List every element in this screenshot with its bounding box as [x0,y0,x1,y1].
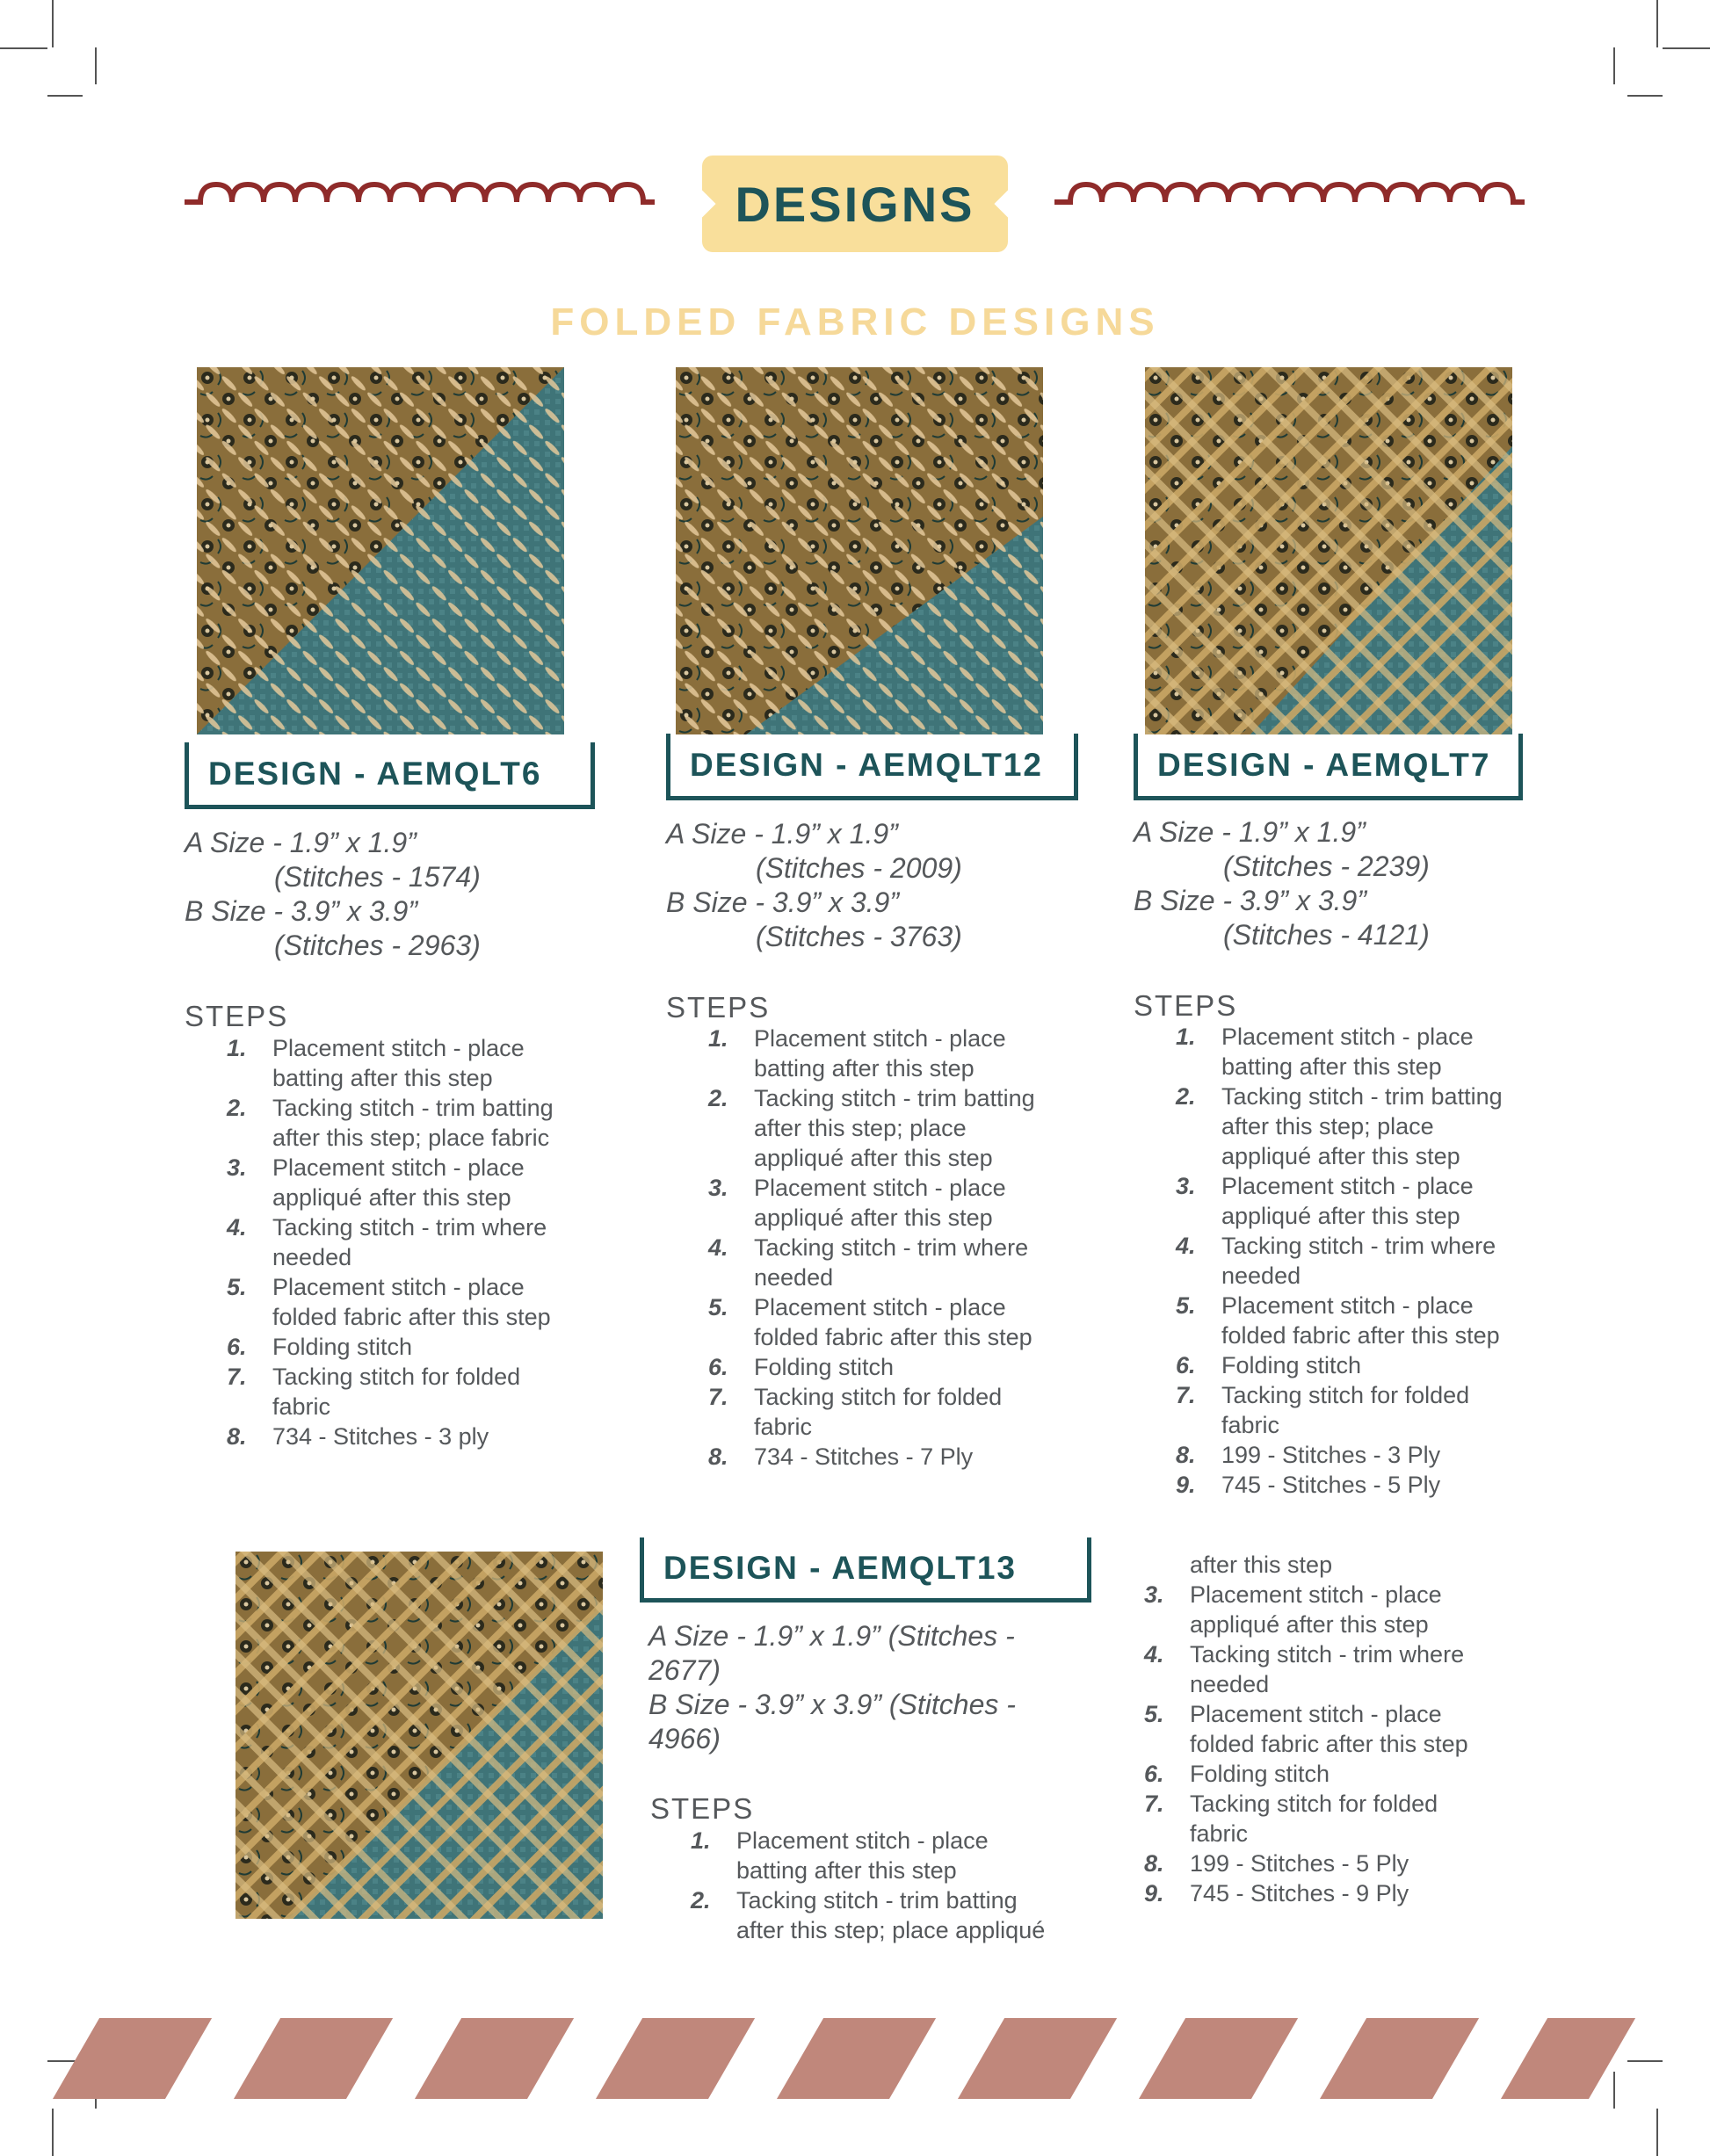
size-info [185,826,481,963]
step-item [1176,1470,1503,1500]
step-number: 6. [708,1354,728,1380]
step-item [1176,1022,1503,1082]
step-text: folded fabric after this step [754,1324,1033,1350]
step-text: appliqué after this step [272,1184,511,1211]
footer-stripe [958,2018,1117,2099]
b-size: B Size - 3.9” x 3.9” (Stitches - [648,1689,1016,1720]
step-text: 734 - Stitches - 3 ply [272,1423,489,1450]
step-number: 7. [227,1364,247,1390]
footer-stripe [234,2018,393,2099]
step-text: Placement stitch - place [1221,1173,1474,1199]
step-number: 1. [691,1827,711,1854]
step-item [1176,1291,1503,1350]
step-number: 6. [227,1334,247,1360]
step-number: 6. [1176,1352,1196,1378]
a-size: A Size - 1.9” x 1.9” (Stitches - [648,1620,1015,1652]
steps-heading: STEPS [1134,989,1238,1022]
a-size: A Size - 1.9” x 1.9” [666,818,898,850]
step-item [1144,1639,1468,1699]
step-number: 4. [708,1234,728,1261]
step-text: needed [1221,1262,1301,1289]
banner-notch [688,190,715,217]
step-text: Placement stitch - place [272,1274,525,1300]
steps-list-continued [1144,1580,1468,1908]
step-item [1144,1759,1468,1789]
b-stitches: 4966) [648,1723,721,1754]
step-item [227,1362,554,1422]
continued-text: after this step [1190,1552,1333,1578]
design-label-text: DESIGN - AEMQLT7 [1157,746,1491,783]
step-item [1176,1082,1503,1171]
step-text: after this step; place [1221,1113,1434,1139]
step-item [1176,1171,1503,1231]
step-number: 8. [227,1423,247,1450]
crop-mark [95,47,97,84]
step-item [691,1885,1045,1945]
crop-mark [1613,2072,1615,2109]
step-text: appliqué after this step [1221,1143,1460,1169]
step-number: 5. [708,1294,728,1320]
step-text: batting after this step [1221,1053,1442,1080]
step-text: Tacking stitch for folded [272,1364,521,1390]
step-text: fabric [1221,1412,1280,1438]
step-number: 8. [708,1443,728,1470]
crop-mark [52,2109,54,2156]
step-text: Tacking stitch - trim where [1190,1641,1465,1668]
step-number: 2. [691,1887,711,1914]
step-text: Placement stitch - place [754,1294,1006,1320]
step-item [708,1083,1035,1173]
step-text: Placement stitch - place [1221,1292,1474,1319]
step-text: after this step; place fabric [272,1125,550,1151]
step-text: folded fabric after this step [272,1304,551,1330]
banner-notch [994,190,1021,217]
step-text: Folding stitch [754,1354,895,1380]
step-item [227,1093,554,1153]
step-item [708,1292,1035,1352]
crop-mark [1627,2060,1663,2062]
step-item [227,1332,554,1362]
step-number: 9. [1176,1472,1196,1498]
step-number: 5. [1176,1292,1196,1319]
a-size: A Size - 1.9” x 1.9” [1134,816,1366,848]
footer-stripe [1501,2018,1635,2099]
step-text: Tacking stitch - trim where [272,1214,547,1241]
step-text: batting after this step [754,1055,975,1082]
step-item [227,1272,554,1332]
crop-mark [0,47,47,49]
step-number: 3. [1144,1581,1164,1608]
step-text: Placement stitch - place [736,1827,989,1854]
step-text: Folding stitch [1221,1352,1362,1378]
step-number: 8. [1176,1442,1196,1468]
step-text: 199 - Stitches - 3 Ply [1221,1442,1441,1468]
step-text: appliqué after this step [754,1205,993,1231]
step-text: Placement stitch - place [272,1035,525,1061]
step-text: Tacking stitch - trim batting [754,1085,1035,1111]
step-number: 5. [227,1274,247,1300]
b-stitches: (Stitches - 2963) [274,930,481,961]
steps-list [691,1826,1045,1945]
step-number: 2. [708,1085,728,1111]
step-text: Tacking stitch - trim batting [1221,1083,1503,1110]
page-title: DESIGNS [735,176,975,232]
steps-list [1176,1022,1503,1500]
step-item [708,1352,1035,1382]
b-stitches: (Stitches - 3763) [756,921,962,952]
step-number: 3. [227,1154,247,1181]
step-number: 1. [227,1035,247,1061]
size-info [1134,815,1430,952]
a-stitches: (Stitches - 2239) [1223,850,1430,882]
a-stitches: (Stitches - 1574) [274,861,481,893]
design-label-text: DESIGN - AEMQLT6 [208,755,542,792]
design-label-text: DESIGN - AEMQLT13 [663,1549,1017,1586]
step-text: batting after this step [272,1065,493,1091]
footer-stripe [415,2018,574,2099]
step-text: appliqué after this step [754,1145,993,1171]
step-item [1176,1440,1503,1470]
step-number: 3. [708,1175,728,1201]
fabric-swatch-aemqlt12 [676,367,1043,734]
fabric-swatch-aemqlt13 [235,1552,603,1919]
step-item [1176,1231,1503,1291]
step-text: folded fabric after this step [1221,1322,1500,1349]
step-text: folded fabric after this step [1190,1731,1468,1757]
step-item [1144,1789,1468,1849]
step-text: needed [272,1244,352,1270]
step-item [708,1173,1035,1233]
step-text: Placement stitch - place [272,1154,525,1181]
step-text: Tacking stitch - trim where [1221,1233,1496,1259]
crop-mark [1613,47,1615,84]
step-number: 7. [708,1384,728,1410]
steps-heading: STEPS [650,1792,755,1825]
step-text: Placement stitch - place [754,1025,1006,1052]
step-text: after this step; place appliqué [736,1917,1046,1943]
right-wave-ornament [1054,176,1525,211]
step-item [708,1442,1035,1472]
step-text: 745 - Stitches - 5 Ply [1221,1472,1441,1498]
b-size: B Size - 3.9” x 3.9” [666,886,899,918]
step-text: Tacking stitch - trim batting [736,1887,1018,1914]
step-item [1144,1849,1468,1878]
step-item [708,1382,1035,1442]
size-info [648,1619,1016,1756]
step-item [1176,1350,1503,1380]
step-number: 7. [1144,1791,1164,1817]
step-text: 745 - Stitches - 9 Ply [1190,1880,1409,1906]
step-text: batting after this step [736,1857,957,1884]
step-number: 6. [1144,1761,1164,1787]
steps-heading: STEPS [185,1000,289,1032]
design-label [1134,734,1523,800]
fabric-swatch-aemqlt6 [197,367,564,734]
step-item [227,1153,554,1212]
steps-list [227,1033,554,1451]
step-number: 1. [1176,1024,1196,1050]
step-text: Folding stitch [1190,1761,1330,1787]
step-item [1144,1878,1468,1908]
step-text: appliqué after this step [1190,1611,1429,1638]
step-item [227,1033,554,1093]
crop-mark [1656,0,1658,47]
step-text: Tacking stitch for folded [1190,1791,1438,1817]
fabric-swatch-aemqlt7 [1145,367,1512,734]
step-item [1176,1380,1503,1440]
step-number: 1. [708,1025,728,1052]
step-text: needed [754,1264,834,1291]
step-item [708,1024,1035,1083]
left-wave-ornament [185,176,655,211]
step-number: 4. [1144,1641,1164,1668]
a-stitches: 2677) [648,1654,721,1686]
step-number: 4. [1176,1233,1196,1259]
step-number: 8. [1144,1850,1164,1877]
crop-mark [1627,95,1663,97]
crop-mark [1656,2109,1658,2156]
steps-continued-first [1144,1550,1332,1580]
step-text: 734 - Stitches - 7 Ply [754,1443,974,1470]
crop-mark [47,95,83,97]
step-number: 2. [1176,1083,1196,1110]
size-info [666,817,962,954]
section-title: FOLDED FABRIC DESIGNS [550,300,1160,344]
design-label-text: DESIGN - AEMQLT12 [690,746,1043,783]
step-text: Tacking stitch for folded [1221,1382,1470,1408]
step-item [1144,1580,1468,1639]
crop-mark [52,0,54,47]
crop-mark [1663,47,1710,49]
steps-heading: STEPS [666,991,771,1024]
steps-list [708,1024,1035,1472]
footer-stripe [1320,2018,1479,2099]
step-text: fabric [1190,1820,1249,1847]
step-text: needed [1190,1671,1270,1697]
footer-stripe [777,2018,936,2099]
step-text: after this step; place [754,1115,967,1141]
step-number: 4. [227,1214,247,1241]
step-number: 5. [1144,1701,1164,1727]
step-item [227,1212,554,1272]
step-text: fabric [272,1393,331,1420]
step-text: 199 - Stitches - 5 Ply [1190,1850,1409,1877]
design-label [666,734,1078,800]
step-item [691,1826,1045,1885]
designs-banner [702,156,1008,252]
step-text: Tacking stitch - trim where [754,1234,1029,1261]
step-item [708,1233,1035,1292]
step-text: Placement stitch - place [1221,1024,1474,1050]
a-size: A Size - 1.9” x 1.9” [185,827,417,858]
step-text: appliqué after this step [1221,1203,1460,1229]
step-number: 9. [1144,1880,1164,1906]
step-number: 3. [1176,1173,1196,1199]
step-text: Placement stitch - place [754,1175,1006,1201]
step-text: Placement stitch - place [1190,1701,1442,1727]
step-number: 7. [1176,1382,1196,1408]
step-text: Tacking stitch - trim batting [272,1095,554,1121]
step-text: fabric [754,1414,813,1440]
a-stitches: (Stitches - 2009) [756,852,962,884]
footer-stripe [53,2018,212,2099]
step-item [227,1422,554,1451]
b-size: B Size - 3.9” x 3.9” [185,895,417,927]
step-item [1144,1699,1468,1759]
step-text: Placement stitch - place [1190,1581,1442,1608]
step-text: Tacking stitch for folded [754,1384,1003,1410]
step-text: Folding stitch [272,1334,413,1360]
step-number: 2. [227,1095,247,1121]
b-stitches: (Stitches - 4121) [1223,919,1430,951]
b-size: B Size - 3.9” x 3.9” [1134,885,1366,916]
design-label [640,1537,1091,1603]
footer-stripe [1139,2018,1298,2099]
design-label [185,742,595,809]
footer-stripe [596,2018,755,2099]
